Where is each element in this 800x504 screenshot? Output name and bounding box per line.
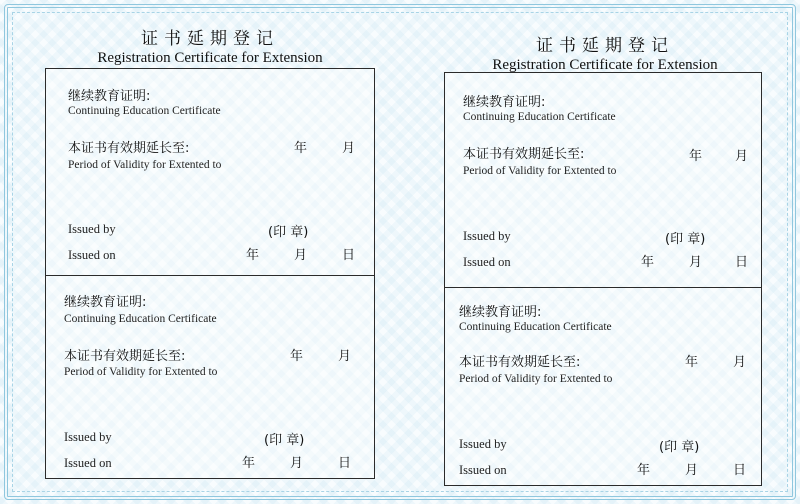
issued-on-label: Issued on: [68, 248, 116, 262]
seal-label: (印 章): [665, 232, 706, 247]
right-entry-1: [445, 73, 761, 278]
seal-label: (印 章): [268, 225, 309, 240]
issued-on-label: Issued on: [64, 456, 112, 470]
issued-day: 日: [338, 456, 352, 471]
left-entry-frame: [45, 68, 375, 479]
issued-month: 月: [685, 463, 699, 478]
left-page-heading: [40, 24, 380, 67]
edu-label-en: Continuing Education Certificate: [463, 111, 616, 123]
edu-label-en: Continuing Education Certificate: [64, 313, 217, 325]
right-entry-frame: [444, 72, 762, 486]
seal-label: (印 章): [659, 440, 700, 455]
validity-label-zh: 本证书有效期延长至:: [68, 141, 190, 156]
edu-label-zh: 继续教育证明:: [459, 305, 542, 320]
right-entry-2: [445, 287, 761, 492]
left-entry-1: [46, 69, 374, 274]
validity-month: 月: [342, 141, 356, 156]
validity-month: 月: [338, 349, 352, 364]
validity-label-en: Period of Validity for Extented to: [459, 373, 613, 385]
edu-label-zh: 继续教育证明:: [463, 95, 546, 110]
validity-year: 年: [290, 349, 304, 364]
right-title-en: Registration Certificate for Extension: [492, 57, 718, 73]
validity-month: 月: [735, 149, 749, 164]
validity-label-en: Period of Validity for Extented to: [68, 159, 222, 171]
issued-by-label: Issued by: [459, 437, 507, 451]
issued-year: 年: [242, 456, 256, 471]
validity-year: 年: [685, 355, 699, 370]
issued-year: 年: [641, 255, 655, 270]
validity-label-zh: 本证书有效期延长至:: [459, 355, 581, 370]
left-title-zh: 证书延期登记: [141, 29, 279, 49]
issued-month: 月: [290, 456, 304, 471]
issued-by-label: Issued by: [64, 430, 112, 444]
edu-label-zh: 继续教育证明:: [68, 89, 151, 104]
validity-label-en: Period of Validity for Extented to: [463, 165, 617, 177]
seal-label: (印 章): [264, 433, 305, 448]
validity-label-en: Period of Validity for Extented to: [64, 366, 218, 378]
right-title-zh: 证书延期登记: [536, 36, 674, 56]
issued-day: 日: [735, 255, 749, 270]
edu-label-zh: 继续教育证明:: [64, 295, 147, 310]
issued-month: 月: [294, 248, 308, 263]
issued-day: 日: [733, 463, 747, 478]
issued-by-label: Issued by: [68, 222, 116, 236]
left-title-en: Registration Certificate for Extension: [97, 50, 323, 66]
issued-on-label: Issued on: [463, 255, 511, 269]
validity-label-zh: 本证书有效期延长至:: [64, 349, 186, 364]
validity-year: 年: [689, 149, 703, 164]
validity-label-zh: 本证书有效期延长至:: [463, 147, 585, 162]
issued-on-label: Issued on: [459, 463, 507, 477]
issued-year: 年: [637, 463, 651, 478]
issued-month: 月: [689, 255, 703, 270]
edu-label-en: Continuing Education Certificate: [459, 321, 612, 333]
issued-by-label: Issued by: [463, 229, 511, 243]
issued-year: 年: [246, 248, 260, 263]
issued-day: 日: [342, 248, 356, 263]
left-entry-2: [46, 275, 374, 480]
validity-year: 年: [294, 141, 308, 156]
right-page-heading: [420, 31, 790, 74]
validity-month: 月: [733, 355, 747, 370]
edu-label-en: Continuing Education Certificate: [68, 105, 221, 117]
